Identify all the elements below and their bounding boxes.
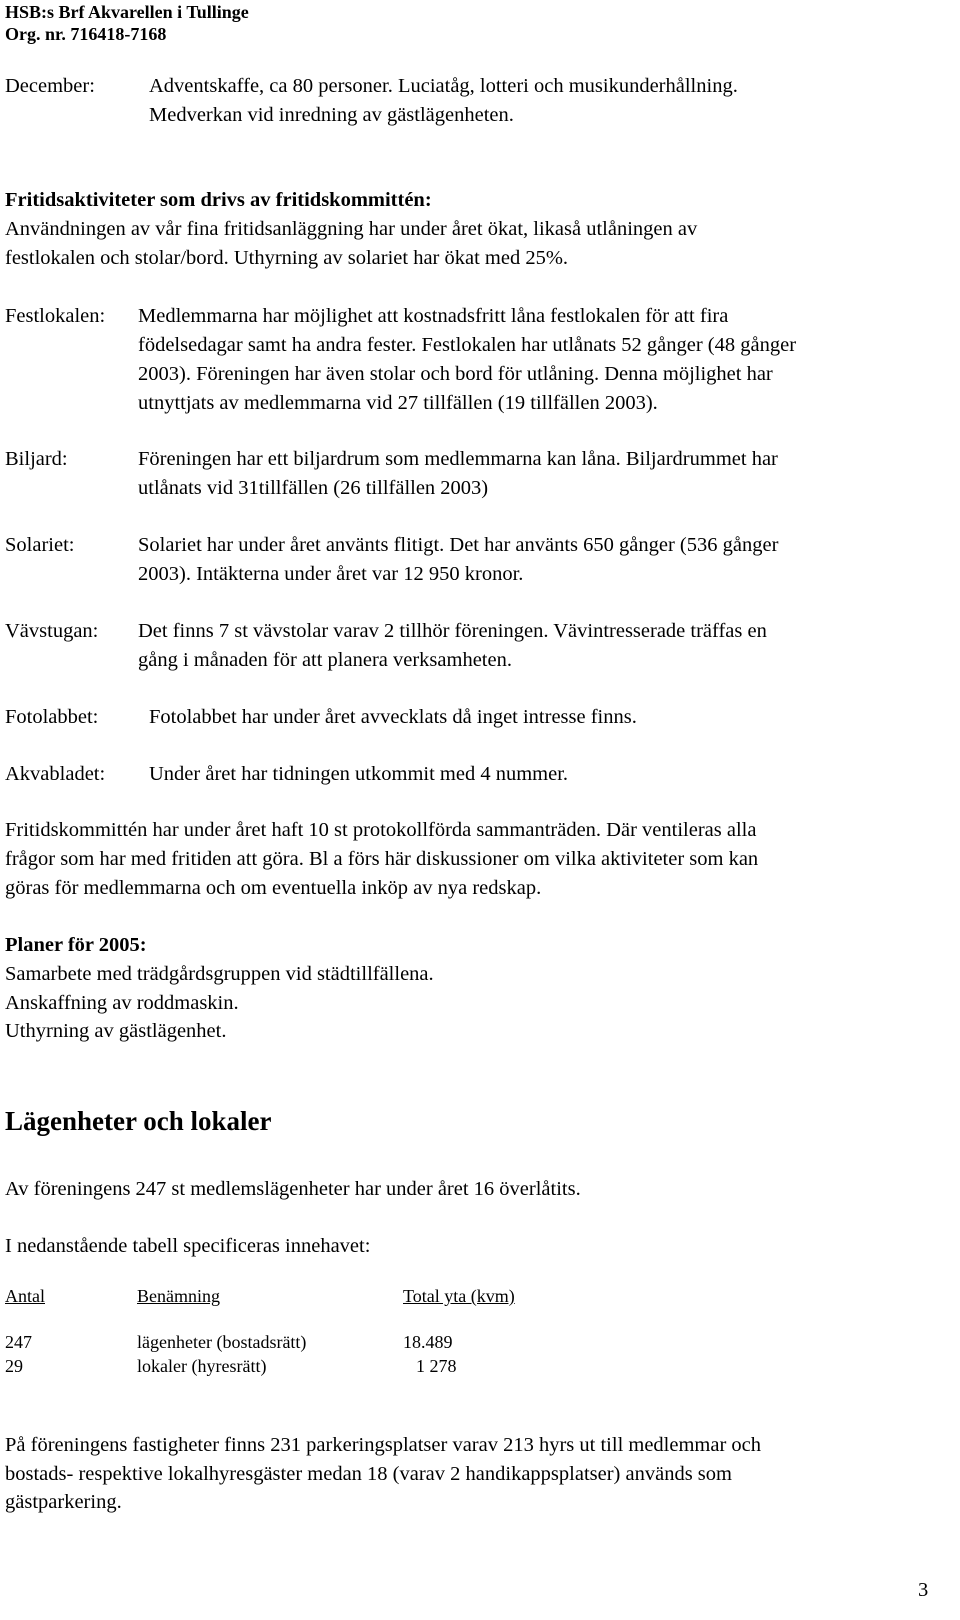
fotolabbet-label: Fotolabbet:: [5, 706, 99, 728]
biljard-label: Biljard:: [5, 448, 68, 470]
table-header-total-yta: Total yta (kvm): [403, 1286, 515, 1306]
planer-heading: Planer för 2005:: [5, 934, 147, 956]
festlokalen-line: födelsedagar samt ha andra fester. Festlokalen har utlånats 52 gånger (48 gånger: [138, 334, 797, 356]
solariet-line: Solariet har under året använts flitigt. Det har använts 650 gånger (536 gånger: [138, 534, 779, 556]
fritid-heading: Fritidsaktiviteter som drivs av fritidskommittén:: [5, 189, 432, 211]
planer-item: Anskaffning av roddmaskin.: [5, 992, 239, 1014]
table-cell-total-yta: 18.489: [403, 1332, 453, 1352]
fritid-line: festlokalen och stolar/bord. Uthyrning av solariet har ökat med 25%.: [5, 247, 569, 269]
biljard-line: Föreningen har ett biljardrum som medlemmarna kan låna. Biljardrummet har: [138, 448, 778, 470]
december-line: Adventskaffe, ca 80 personer. Luciatåg, lotteri och musikunderhållning.: [149, 75, 738, 97]
december-label: December:: [5, 75, 95, 97]
page-number: 3: [918, 1579, 929, 1601]
table-cell-benamning: lägenheter (bostadsrätt): [137, 1332, 307, 1352]
vavstugan-line: gång i månaden för att planera verksamheten.: [138, 649, 512, 671]
planer-item: Samarbete med trädgårdsgruppen vid städtillfällena.: [5, 963, 434, 985]
table-header-benamning: Benämning: [137, 1286, 220, 1306]
parking-line: bostads- respektive lokalhyresgäster medan 18 (varav 2 handikappsplatser) används som: [5, 1463, 732, 1485]
parking-line: gästparkering.: [5, 1491, 122, 1513]
solariet-line: 2003). Intäkterna under året var 12 950 kronor.: [138, 563, 524, 585]
vavstugan-label: Vävstugan:: [5, 620, 99, 642]
biljard-line: utlånats vid 31tillfällen (26 tillfällen 2003): [138, 477, 489, 499]
lagenheter-heading: Lägenheter och lokaler: [5, 1106, 272, 1136]
header-association-name: HSB:s Brf Akvarellen i Tullinge: [5, 2, 249, 22]
solariet-label: Solariet:: [5, 534, 75, 556]
akvabladet-text: Under året har tidningen utkommit med 4 nummer.: [149, 763, 569, 785]
december-line: Medverkan vid inredning av gästlägenheten.: [149, 104, 514, 126]
akvabladet-label: Akvabladet:: [5, 763, 106, 785]
fotolabbet-text: Fotolabbet har under året avvecklats då inget intresse finns.: [149, 706, 637, 728]
planer-item: Uthyrning av gästlägenhet.: [5, 1020, 227, 1042]
table-cell-antal: 29: [5, 1356, 23, 1376]
lagenheter-para: Av föreningens 247 st medlemslägenheter har under året 16 överlåtits.: [5, 1178, 581, 1200]
vavstugan-line: Det finns 7 st vävstolar varav 2 tillhör föreningen. Vävintresserade träffas en: [138, 620, 767, 642]
kommitte-line: Fritidskommittén har under året haft 10 st protokollförda sammanträden. Där ventileras alla: [5, 819, 757, 841]
festlokalen-line: 2003). Föreningen har även stolar och bord för utlåning. Denna möjlighet har: [138, 363, 773, 385]
lagenheter-para: I nedanstående tabell specificeras innehavet:: [5, 1235, 371, 1257]
kommitte-line: frågor som har med fritiden att göra. Bl a förs här diskussioner om vilka aktiviteter som kan: [5, 848, 759, 870]
parking-line: På föreningens fastigheter finns 231 parkeringsplatser varav 213 hyrs ut till medlemmar och: [5, 1434, 762, 1456]
fritid-line: Användningen av vår fina fritidsanläggning har under året ökat, likaså utlåningen av: [5, 218, 698, 240]
header-org-number: Org. nr. 716418-7168: [5, 24, 167, 44]
festlokalen-label: Festlokalen:: [5, 305, 106, 327]
kommitte-line: göras för medlemmarna och om eventuella inköp av nya redskap.: [5, 877, 542, 899]
table-header-antal: Antal: [5, 1286, 45, 1306]
festlokalen-line: Medlemmarna har möjlighet att kostnadsfritt låna festlokalen för att fira: [138, 305, 729, 327]
table-cell-antal: 247: [5, 1332, 32, 1352]
festlokalen-line: utnyttjats av medlemmarna vid 27 tillfällen (19 tillfällen 2003).: [138, 392, 658, 414]
table-cell-benamning: lokaler (hyresrätt): [137, 1356, 267, 1376]
table-cell-total-yta: 1 278: [416, 1356, 457, 1376]
